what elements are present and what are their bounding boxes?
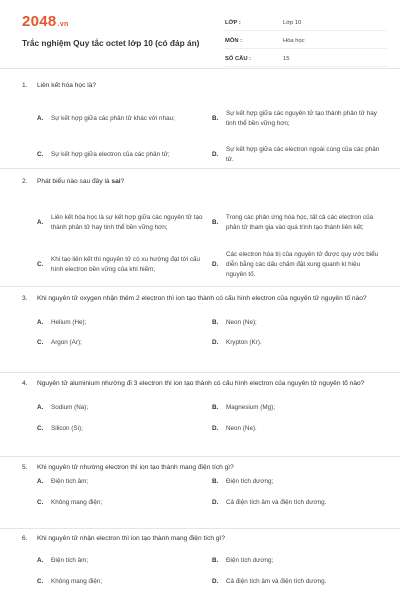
option-label: C.	[37, 151, 44, 158]
option-b[interactable]	[212, 318, 382, 328]
quiz-meta	[225, 15, 387, 69]
option-b[interactable]	[212, 207, 382, 239]
option-c[interactable]	[37, 145, 207, 165]
option-b[interactable]	[212, 556, 382, 566]
question-2	[22, 176, 382, 278]
logo-main: 2048	[22, 13, 57, 30]
option-a[interactable]	[37, 109, 207, 129]
option-text: Argon (Ar);	[51, 339, 82, 346]
option-label: D.	[212, 499, 219, 506]
option-d[interactable]	[212, 577, 382, 587]
option-text: Magnesium (Mg);	[226, 404, 275, 411]
question-text-post: ?	[120, 178, 125, 185]
option-label: B.	[212, 478, 219, 485]
option-label: A.	[37, 115, 44, 122]
meta-value: Lớp 10	[283, 19, 302, 26]
site-logo[interactable]	[22, 13, 69, 30]
option-label: C.	[37, 339, 44, 346]
option-label: A.	[37, 319, 44, 326]
option-b[interactable]	[212, 109, 382, 129]
option-label: A.	[37, 478, 44, 485]
option-text: Cả điện tích âm và điện tích dương.	[226, 578, 327, 585]
question-body: Khi nguyên tử oxygen nhận thêm 2 electron thì ion tạo thành có cấu hình electron của nguyên tử nguyên tố nào?	[37, 295, 367, 302]
question-number: 2.	[22, 178, 28, 185]
option-c[interactable]	[37, 249, 207, 281]
option-text: Điện tích dương;	[226, 478, 274, 485]
option-d[interactable]	[212, 338, 382, 348]
meta-value: 15	[283, 55, 290, 62]
question-number: 6.	[22, 535, 28, 542]
option-b[interactable]	[212, 403, 382, 413]
option-label: A.	[37, 219, 44, 226]
option-label: D.	[212, 151, 219, 158]
option-text: Cả điện tích âm và điện tích dương.	[226, 499, 327, 506]
question-text	[22, 176, 382, 187]
option-c[interactable]	[37, 498, 207, 508]
option-c[interactable]	[37, 424, 207, 434]
option-text: Điện tích dương;	[226, 557, 274, 564]
option-text: Điện tích âm;	[51, 478, 89, 485]
option-a[interactable]	[37, 403, 207, 413]
option-label: B.	[212, 404, 219, 411]
option-label: A.	[37, 404, 44, 411]
option-d[interactable]	[212, 249, 382, 281]
option-label: C.	[37, 425, 44, 432]
option-label: D.	[212, 261, 219, 268]
logo-suffix: .vn	[57, 21, 69, 28]
option-text: Trong các phản ứng hóa học, tất cả các electron của phân tử tham gia vào quá trình tạo thành liên kết;	[226, 214, 374, 231]
question-6	[22, 533, 382, 585]
option-d[interactable]	[212, 145, 382, 165]
question-5	[22, 462, 382, 506]
option-text: Helium (He);	[51, 319, 87, 326]
option-label: B.	[212, 319, 219, 326]
meta-count-row	[225, 51, 387, 67]
page-title: Trắc nghiệm Quy tắc octet lớp 10 (có đáp án)	[22, 38, 200, 48]
question-text	[22, 533, 382, 544]
option-label: B.	[212, 557, 219, 564]
question-emphasis: sai	[111, 178, 121, 185]
question-text	[22, 462, 382, 473]
option-c[interactable]	[37, 577, 207, 587]
option-text: Khi tạo liên kết thì nguyên tử có xu hướng đạt tới cấu hình electron bền vững của khí hiếm;	[51, 256, 201, 273]
page-header	[0, 0, 400, 69]
option-d[interactable]	[212, 498, 382, 508]
option-a[interactable]	[37, 207, 207, 239]
question-body: Khi nguyên tử nhận electron thì ion tạo thành mang điện tích gì?	[37, 535, 226, 542]
question-number: 5.	[22, 464, 28, 471]
question-text	[22, 293, 382, 304]
question-number: 4.	[22, 380, 28, 387]
meta-label: LỚP :	[225, 19, 241, 26]
question-number: 3.	[22, 295, 28, 302]
option-text: Krypton (Kr).	[226, 339, 262, 346]
option-text: Sự kết hợp giữa các nguyên tử tạo thành phân tử hay tinh thể bền vững hơn;	[226, 110, 377, 127]
question-text	[22, 80, 382, 91]
question-body	[37, 176, 382, 187]
question-body: Khi nguyên tử nhường electron thì ion tạo thành mang điện tích gì?	[37, 464, 234, 471]
question-number: 1.	[22, 82, 28, 89]
option-c[interactable]	[37, 338, 207, 348]
question-4	[22, 378, 382, 432]
meta-grade-row	[225, 15, 387, 31]
option-a[interactable]	[37, 556, 207, 566]
meta-value: Hóa học	[283, 37, 305, 44]
option-label: B.	[212, 219, 219, 226]
option-label: D.	[212, 578, 219, 585]
option-text: Các electron hóa trị của nguyên tử được quy ước biểu diễn bằng các dấu chấm đặt xung quanh kí hiệu nguyên tố.	[226, 251, 379, 278]
divider	[0, 456, 400, 457]
option-text: Sự kết hợp giữa electron của các phân tử;	[51, 151, 170, 158]
option-label: C.	[37, 261, 44, 268]
option-text: Không mang điện;	[51, 499, 103, 506]
meta-subject-row	[225, 33, 387, 49]
option-label: C.	[37, 499, 44, 506]
divider	[0, 168, 400, 169]
option-label: A.	[37, 557, 44, 564]
question-body: Liên kết hóa học là?	[37, 82, 97, 89]
option-a[interactable]	[37, 318, 207, 328]
question-1	[22, 80, 382, 163]
option-text: Neon (Ne).	[226, 425, 257, 432]
option-text: Sự kết hợp giữa các phân tử khác với nhau;	[51, 115, 175, 122]
option-d[interactable]	[212, 424, 382, 434]
question-text-pre: Phát biểu nào sau đây là	[37, 178, 112, 185]
option-text: Không mang điện;	[51, 578, 103, 585]
option-text: Sodium (Na);	[51, 404, 89, 411]
option-label: D.	[212, 339, 219, 346]
divider	[0, 286, 400, 287]
question-text	[22, 378, 382, 389]
option-label: D.	[212, 425, 219, 432]
option-text: Điện tích âm;	[51, 557, 89, 564]
meta-label: SỐ CÂU :	[225, 55, 252, 62]
meta-label: MÔN :	[225, 37, 243, 44]
option-label: B.	[212, 115, 219, 122]
option-text: Liên kết hóa học là sự kết hợp giữa các nguyên tử tạo thành phân tử hay tinh thể bền vững hơn;	[51, 214, 203, 231]
divider	[0, 372, 400, 373]
option-b[interactable]	[212, 477, 382, 487]
option-text: Silicon (Si);	[51, 425, 83, 432]
option-a[interactable]	[37, 477, 207, 487]
question-3	[22, 293, 382, 346]
question-body: Nguyên tử aluminium nhường đi 3 electron thì ion tạo thành có cấu hình electron của nguyên tử nguyên tố nào?	[37, 380, 365, 387]
option-text: Neon (Ne);	[226, 319, 257, 326]
option-label: C.	[37, 578, 44, 585]
divider	[0, 528, 400, 529]
option-text: Sự kết hợp giữa các electron ngoài cùng của các phân tử.	[226, 146, 380, 163]
